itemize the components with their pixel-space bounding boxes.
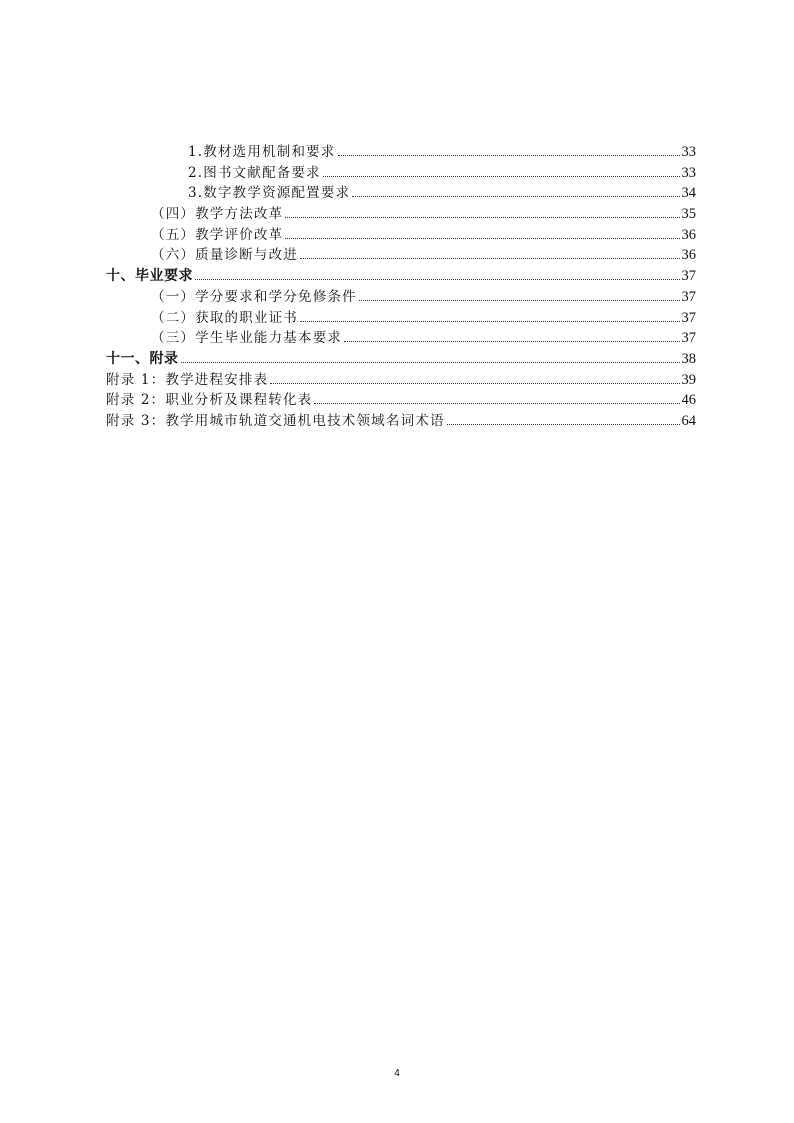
toc-entry-page: 64 bbox=[681, 412, 696, 429]
toc-entry-label: （一）学分要求和学分免修条件 bbox=[151, 288, 357, 305]
toc-entry-vocational-certificates[interactable] bbox=[106, 308, 696, 329]
toc-entry-page: 33 bbox=[681, 144, 696, 160]
dot-leader bbox=[285, 217, 679, 218]
toc-entry-label: （五）教学评价改革 bbox=[151, 226, 284, 243]
toc-entry-label: 附录 3：教学用城市轨道交通机电技术领域名词术语 bbox=[106, 412, 445, 429]
toc-entry-textbook-selection[interactable] bbox=[106, 142, 696, 163]
toc-entry-label: 2.图书文献配备要求 bbox=[188, 164, 321, 181]
toc-entry-label: 十一、附录 bbox=[106, 350, 179, 367]
toc-entry-label: 1.教材选用机制和要求 bbox=[188, 144, 336, 160]
toc-entry-graduation-requirements[interactable] bbox=[106, 266, 696, 287]
toc-entry-label: （四）教学方法改革 bbox=[151, 206, 284, 223]
dot-leader bbox=[285, 238, 679, 239]
toc-entry-appendix[interactable] bbox=[106, 349, 696, 370]
dot-leader bbox=[195, 279, 680, 280]
toc-entry-quality-diagnosis[interactable] bbox=[106, 245, 696, 266]
toc-entry-page: 35 bbox=[681, 206, 696, 223]
dot-leader bbox=[344, 341, 679, 342]
toc-entry-label: （二）获取的职业证书 bbox=[151, 309, 298, 326]
toc-entry-digital-resources[interactable] bbox=[106, 183, 696, 204]
toc-entry-page: 39 bbox=[681, 371, 696, 388]
toc-entry-page: 36 bbox=[681, 226, 696, 243]
toc-entry-page: 37 bbox=[681, 288, 696, 305]
toc-entry-teaching-methods[interactable] bbox=[106, 204, 696, 225]
toc-entry-teaching-evaluation[interactable] bbox=[106, 225, 696, 246]
toc-entry-label: 十、毕业要求 bbox=[106, 268, 193, 285]
toc-entry-page: 38 bbox=[681, 350, 696, 367]
toc-entry-page: 37 bbox=[681, 268, 696, 285]
toc-entry-appendix-2[interactable] bbox=[106, 390, 696, 411]
dot-leader bbox=[338, 155, 680, 156]
toc-entry-page: 34 bbox=[681, 185, 696, 202]
dot-leader bbox=[300, 258, 680, 259]
dot-leader bbox=[447, 424, 680, 425]
table-of-contents bbox=[106, 142, 696, 432]
toc-entry-label: （六）质量诊断与改进 bbox=[151, 247, 298, 264]
toc-entry-label: 3.数字教学资源配置要求 bbox=[188, 185, 351, 202]
toc-entry-library-resources[interactable] bbox=[106, 163, 696, 184]
dot-leader bbox=[323, 176, 680, 177]
dot-leader bbox=[181, 362, 680, 363]
toc-entry-appendix-1[interactable] bbox=[106, 370, 696, 391]
dot-leader bbox=[352, 196, 679, 197]
toc-entry-label: 附录 1：教学进程安排表 bbox=[106, 371, 269, 388]
toc-entry-page: 46 bbox=[681, 392, 696, 409]
toc-entry-label: （三）学生毕业能力基本要求 bbox=[151, 330, 343, 347]
dot-leader bbox=[314, 403, 679, 404]
toc-entry-page: 33 bbox=[681, 164, 696, 181]
toc-entry-credit-requirements[interactable] bbox=[106, 287, 696, 308]
toc-entry-page: 37 bbox=[681, 330, 696, 347]
dot-leader bbox=[359, 300, 680, 301]
toc-entry-appendix-3[interactable] bbox=[106, 411, 696, 432]
dot-leader bbox=[300, 321, 680, 322]
toc-entry-graduate-abilities[interactable] bbox=[106, 328, 696, 349]
toc-entry-page: 37 bbox=[681, 309, 696, 326]
toc-entry-page: 36 bbox=[681, 247, 696, 264]
toc-entry-label: 附录 2：职业分析及课程转化表 bbox=[106, 392, 313, 409]
page-number: 4 bbox=[394, 1068, 400, 1079]
dot-leader bbox=[270, 383, 679, 384]
